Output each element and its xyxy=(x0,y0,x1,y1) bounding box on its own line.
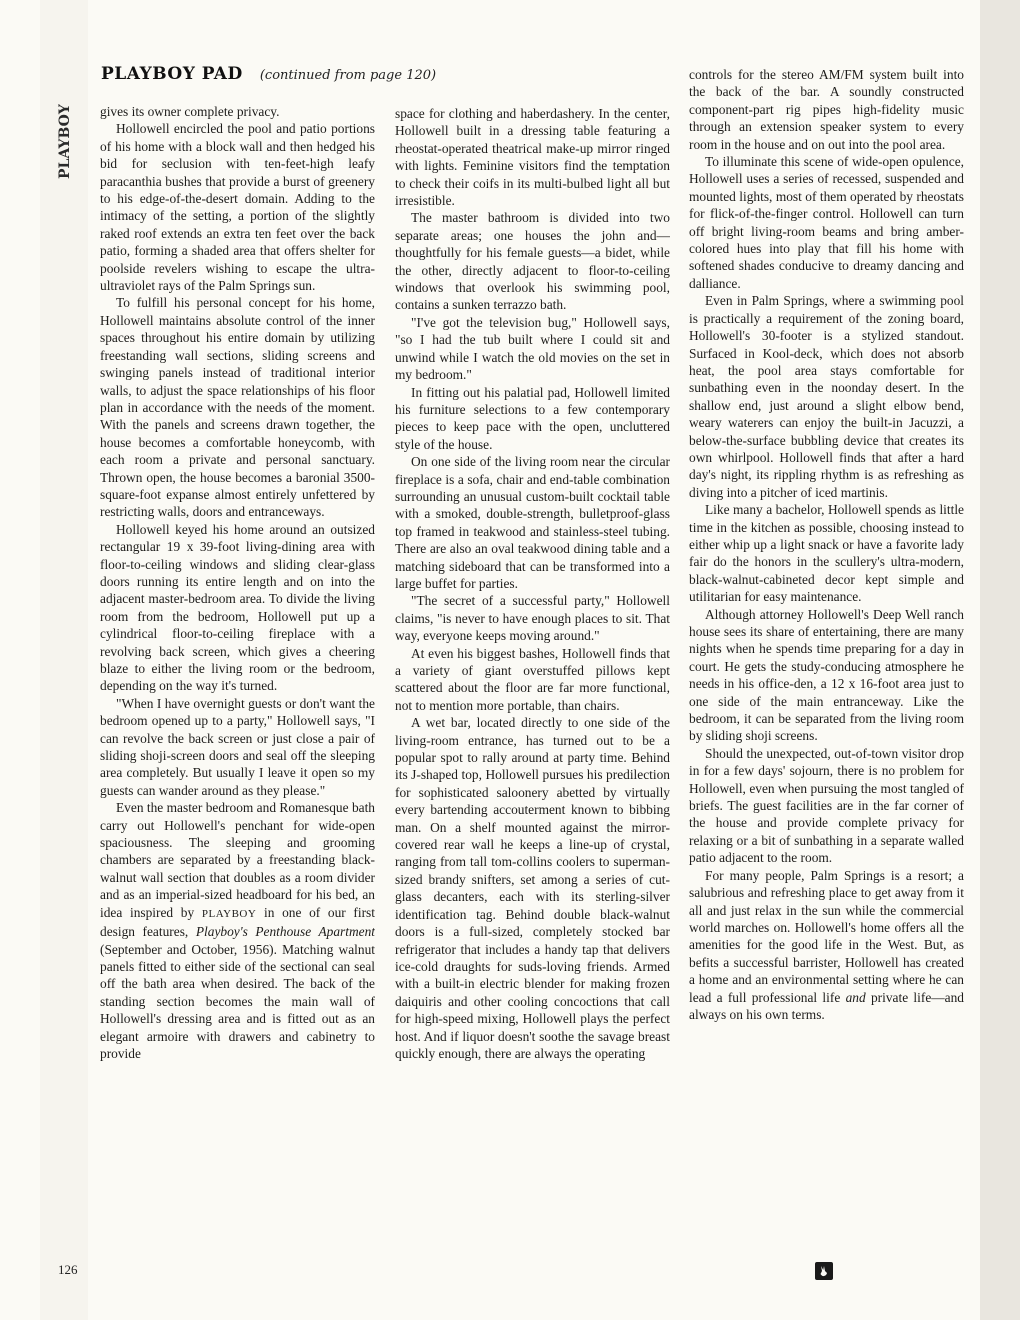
paragraph xyxy=(100,799,375,1062)
rabbit-head-icon-glyph xyxy=(817,1264,831,1278)
page-number: 126 xyxy=(58,1262,78,1277)
magazine-name: PLAYBOY xyxy=(201,907,257,920)
paragraph: Although attorney Hollowell's Deep Well ranch house sees its share of entertaining, there are many nights when he spends time preparing for a day in court. He gets the study-conducing atmosphere he needs in his office-den, a 12 x 16-foot area just to one side of the main entranceway. Like the bedroom, it can be separated from the living room by sliding shoji screens. xyxy=(689,606,964,744)
paragraph: Hollowell keyed his home around an outsized rectangular 19 x 39-foot living-dining area with floor-to-ceiling windows and sliding clear-glass doors running its entire length and on into the adjacent master-bedroom area. To divide the living room from the bedroom, Hollowell put up a cylindrical floor-to-ceiling fireplace with a revolving back screen, which gives a cheering blaze to either the living room or the bedroom, depending on the way it's turned. xyxy=(100,521,375,694)
paragraph: A wet bar, located directly to one side of the living-room entrance, has turned out to be a popular spot to rally around at party time. Behind its J-shaped top, Hollowell pursues his predilection for sophisticated saloonery abetted by virtually every bartending accouterment known to bibbing man. On a shelf mounted against the mirror-covered rear wall he keeps a line-up of crystal, ranging from tall tom-collins coolers to superman-sized brandy snifters, set among a series of cut-glass decanters, each with its sterling-silver identification tag. Behind double black-walnut doors is a full-sized, completely stocked bar refrigerator that includes a handy tap that delivers ice-cold draughts for suds-loving friends. Armed with a built-in electric blender for making frozen daiquiris and other cooling concoctions that call for high-speed mixing, Hollowell plays the perfect host. And if liquor doesn't soothe the savage breast quickly enough, there are always the operating xyxy=(395,715,670,1061)
feature-title: Playboy's Penthouse Apartment xyxy=(195,924,375,940)
vertical-masthead: PLAYBOY xyxy=(57,104,73,180)
text-column-1 xyxy=(100,103,375,1288)
text-run: (September and October, 1956). Matching walnut panels fitted to either side of the sectional can seal off the bath area when desired. The back of the standing section becomes the main wall of Hollowell's dressing area and is fitted out as an elegant armoire with drawers and cabinetry to provide xyxy=(100,941,375,1061)
page-edge xyxy=(980,0,1020,1320)
paragraph: The master bathroom is divided into two separate areas; one houses the john and—thoughtfully for his female guests—a bidet, while the other, directly adjacent to floor-to-ceiling windows that overlook his swimming pool, contains a sunken terrazzo bath. xyxy=(395,210,670,313)
text-run: For many people, Palm Springs is a resort; a salubrious and refreshing place to get away from it all and just relax in the sun while the commercial world marches on. Hollowell's home offers all the amenities for the good life in the West. But, as befits a successful barrister, Hollowell has created a home and an environmental setting where he can lead a full professional life xyxy=(689,867,964,1005)
text-column-2 xyxy=(395,105,670,1285)
paragraph: "The secret of a successful party," Hollowell claims, "is never to have enough places to sit. That way, everyone keeps moving around." xyxy=(395,593,670,644)
paragraph: Like many a bachelor, Hollowell spends as little time in the kitchen as possible, choosing instead to either whip up a light snack or have a favorite lady fair do the honors in the scullery's ultra-modern, black-walnut-cabineted decor kept simple and utilitarian for easy maintenance. xyxy=(689,502,964,605)
text-run: in one of our first design features, xyxy=(100,904,375,940)
paragraph: gives its owner complete privacy. xyxy=(100,104,280,119)
paragraph: "When I have overnight guests or don't want the bedroom opened up to a party," Hollowell says, "I can revolve the back screen or just close a pair of sliding shoji-screen doors and seal off the sleeping area completely. But usually I leave it open so my guests can wander around as they please." xyxy=(100,695,375,798)
paragraph: On one side of the living room near the circular fireplace is a sofa, chair and end-table combination surrounding an unusual custom-built cocktail table with a smoked, double-strength, bulletproof-glass top framed in teakwood and stainless-steel tubing. There are also an oval teakwood dining table and a matching sideboard that can be transformed into a large buffet for parties. xyxy=(395,454,670,591)
paragraph: Hollowell encircled the pool and patio portions of his home with a block wall and then hedged his bid for seclusion with ten-feet-high leafy paracanthia bushes that provide a burst of greenery to his edge-of-the-desert domain. Adding to the intimacy of the setting, a portion of the slightly raked roof extends an extra ten feet over the back patio, forming a shaded area that offers shelter for poolside revelers wishing to escape the ultra-ultraviolet rays of the Palm Springs sun. xyxy=(100,121,375,294)
paragraph xyxy=(689,867,964,1024)
paragraph: "I've got the television bug," Hollowell says, "so I had the tub built where I could sit and unwind while I watch the old movies on the set in my bedroom." xyxy=(395,314,670,383)
paragraph: controls for the stereo AM/FM system built into the back of the bar. A soundly constructed component-part rig pipes high-fidelity music through an extension speaker system to every room in the house and on out into the pool area. xyxy=(689,67,964,152)
paragraph: Should the unexpected, out-of-town visitor drop in for a few days' sojourn, there is no problem for Hollowell, even when pursuing the most tangled of briefs. The guest facilities are in the far corner of the house and provide complete privacy for relaxing or a bit of sunbathing in a separate walled patio adjacent to the room. xyxy=(689,745,964,866)
paragraph: Even in Palm Springs, where a swimming pool is practically a requirement of the zoning board, Hollowell's 30-footer is a stylized standout. Surfaced in Kool-deck, which does not absorb heat, the pool area stays comfortable for sunbathing even in the noonday desert. In the shallow end, just around a slight elbow bend, weary waterers can enjoy the built-in Jacuzzi, a below-the-surface bubbling device that creates its own whirlpool. Hollowell finds that after a hard day's night, its rippling rhythm is as refreshing as diving into a pitcher of iced martinis. xyxy=(689,293,964,500)
rabbit-head-icon xyxy=(815,1262,833,1280)
continued-note: (continued from page 120) xyxy=(259,68,437,83)
paragraph: At even his biggest bashes, Hollowell finds that a variety of giant overstuffed pillows kept scattered about the floor are far more functional, not to mention more portable, than chairs. xyxy=(395,645,670,713)
text-run: Even the master bedroom and Romanesque bath carry out Hollowell's penchant for wide-open spaciousness. The sleeping and grooming chambers are separated by a freestanding black-walnut wall section that doubles as a room divider and as an imperial-sized headboard for his bed, an idea inspired by xyxy=(100,800,375,920)
text-run: private life—and always on his own terms. xyxy=(689,989,964,1022)
paragraph: To fulfill his personal concept for his home, Hollowell maintains absolute control of the inner spaces throughout his entire domain by utilizing freestanding wall sections, sliding screens and swinging panels instead of traditional interior walls, to adjust the space relationships of his floor plan in accordance with the needs of the moment. With the panels and screens drawn together, the house becomes a comfortable honeycomb, with each room a private and personal sanctuary. Thrown open, the house becomes a baronial 3500-square-foot expanse almost entirely unfettered by restricting walls, doors and entranceways. xyxy=(100,295,375,520)
paragraph: In fitting out his palatial pad, Hollowell limited his furniture selections to a few contemporary pieces to keep pace with the open, uncluttered style of the house. xyxy=(395,384,670,452)
paragraph: To illuminate this scene of wide-open opulence, Hollowell uses a series of recessed, suspended and mounted lights, most of them operated by rheostats for flick-of-the-finger control. Hollowell can turn off bright living-room beams and bring amber-colored hues into play that fill his home with softened shades conducive to dreamy dancing and dalliance. xyxy=(689,154,964,291)
emphasis: and xyxy=(845,989,866,1005)
article-title: PLAYBOY PAD xyxy=(101,64,243,84)
paragraph: space for clothing and haberdashery. In the center, Hollowell built in a dressing table featuring a rheostat-operated theatrical make-up mirror ringed with lights. Feminine visitors find the temptation to check their coifs in its multi-bulbed light all but irresistible. xyxy=(395,106,670,209)
article-header xyxy=(101,64,661,92)
text-column-3 xyxy=(689,66,964,1266)
